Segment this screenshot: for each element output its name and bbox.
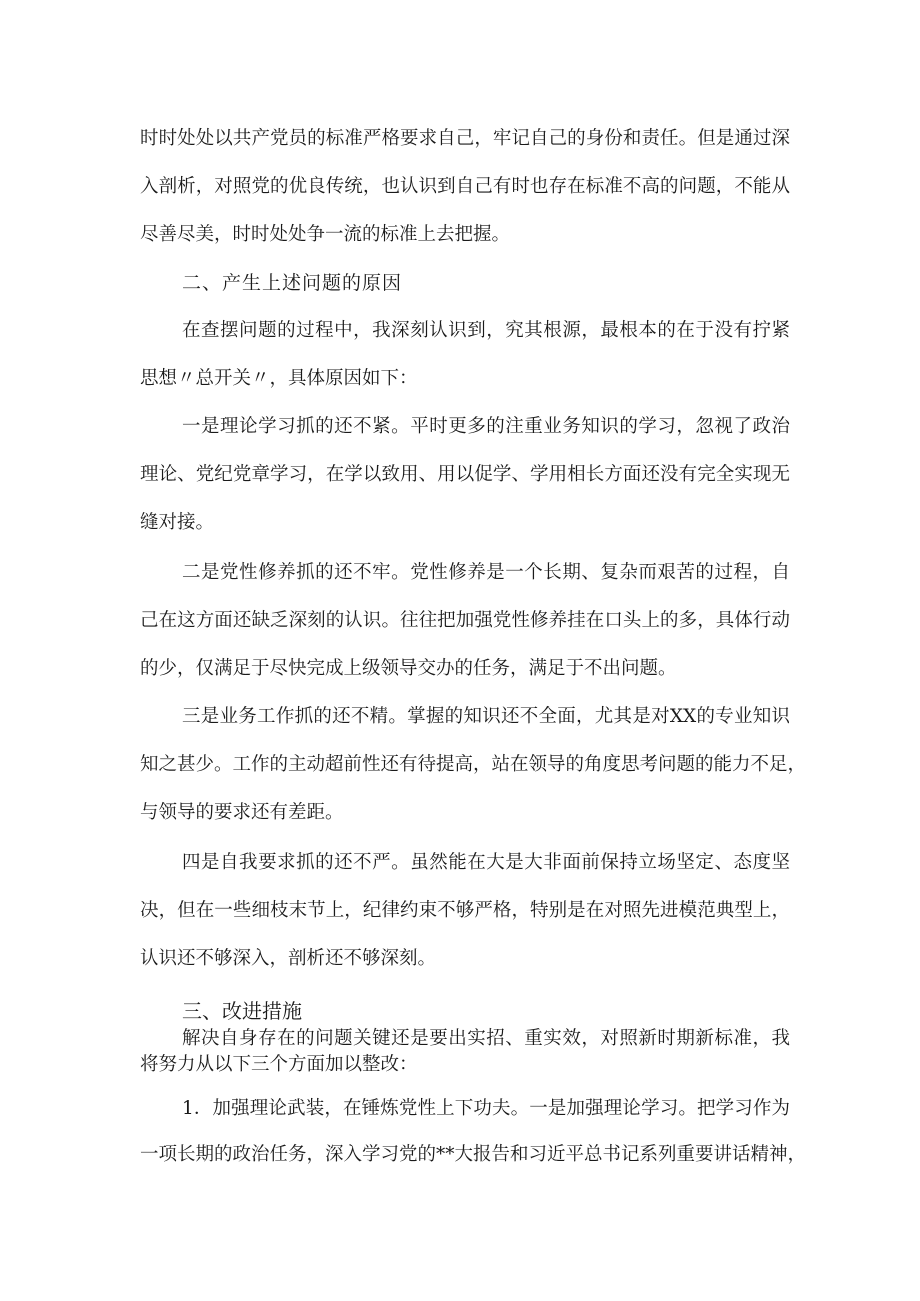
paragraph-line: 思想〃总开关〃，具体原因如下： [140,368,418,389]
paragraph-line: 将努力从以下三个方面加以整改： [140,1054,418,1075]
paragraph-line: 在查摆问题的过程中，我深刻认识到，究其根源，最根本的在于没有拧紧 [182,320,790,341]
paragraph-line: 与领导的要求还有差距。 [140,802,344,823]
paragraph-line: 知之甚少。工作的主动超前性还有待提高，站在领导的角度思考问题的能力不足， [140,754,807,775]
section-heading-3: 三、改进措施 [182,999,302,1023]
paragraph-line: 一是理论学习抓的还不紧。平时更多的注重业务知识的学习，忽视了政治 [182,416,790,437]
paragraph-line: 入剖析，对照党的优良传统，也认识到自己有时也存在标准不高的问题，不能从 [140,176,790,197]
paragraph-line: 1．加强理论武装，在锤炼党性上下功夫。一是加强理论学习。把学习作为 [182,1098,790,1119]
paragraph-line: 缝对接。 [140,512,215,533]
paragraph-line: 二是党性修养抓的还不牢。党性修养是一个长期、复杂而艰苦的过程，自 [182,562,790,583]
paragraph-line: 三是业务工作抓的还不精。掌握的知识还不全面，尤其是对XX的专业知识 [182,706,790,727]
paragraph-line: 时时处处以共产党员的标准严格要求自己，牢记自己的身份和责任。但是通过深 [140,128,790,149]
paragraph-line: 尽善尽美，时时处处争一流的标准上去把握。 [140,224,511,245]
paragraph-line: 四是自我要求抓的还不严。虽然能在大是大非面前保持立场坚定、态度坚 [182,852,790,873]
paragraph-line: 的少，仅满足于尽快完成上级领导交办的任务，满足于不出问题。 [140,658,677,679]
paragraph-line: 一项长期的政治任务，深入学习党的**大报告和习近平总书记系列重要讲话精神， [140,1144,807,1165]
paragraph-line: 理论、党纪党章学习，在学以致用、用以促学、学用相长方面还没有完全实现无 [140,464,790,485]
paragraph-line: 认识还不够深入，剖析还不够深刻。 [140,948,437,969]
section-heading-2: 二、产生上述问题的原因 [182,272,403,294]
paragraph-line: 决，但在一些细枝末节上，纪律约束不够严格，特别是在对照先进模范典型上， [140,900,790,921]
paragraph-line: 解决自身存在的问题关键还是要出实招、重实效，对照新时期新标准，我 [182,1028,790,1049]
paragraph-line: 己在这方面还缺乏深刻的认识。往往把加强党性修养挂在口头上的多，具体行动 [140,610,790,631]
